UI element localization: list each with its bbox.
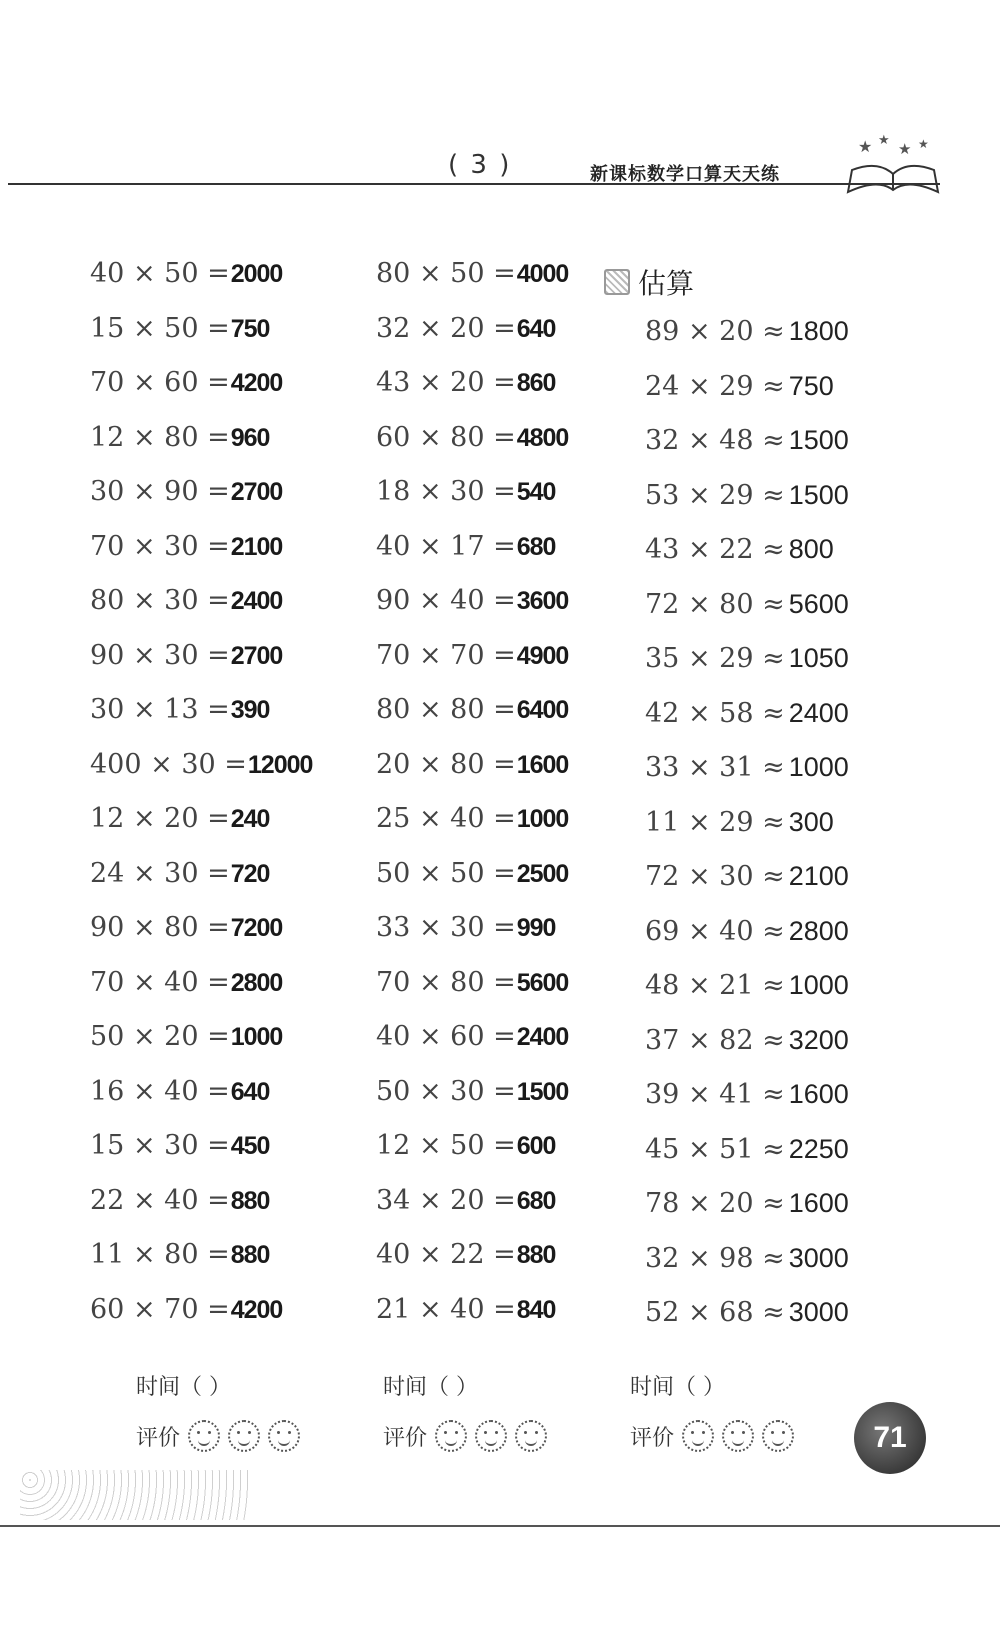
- open-book-stars-icon: [838, 130, 948, 210]
- problem-row: [90, 258, 312, 313]
- handwritten-answer[interactable]: 1500: [788, 479, 849, 510]
- problem-row: [645, 371, 849, 426]
- problem-row: [645, 1243, 849, 1298]
- handwritten-answer[interactable]: 1600: [788, 1188, 849, 1218]
- problem-expression: 25 × 40 =: [376, 803, 516, 834]
- problem-row: [90, 367, 312, 422]
- problem-expression: 22 × 40 =: [90, 1184, 230, 1216]
- problem-expression: 40 × 17 =: [376, 530, 516, 562]
- handwritten-answer[interactable]: 6400: [516, 696, 569, 724]
- problem-row: [90, 858, 312, 913]
- smiley-icon[interactable]: [682, 1420, 714, 1452]
- problem-row: [90, 1130, 312, 1185]
- problem-expression: 50 × 50 =: [376, 857, 516, 889]
- problem-row: [645, 970, 849, 1025]
- handwritten-answer[interactable]: 2700: [230, 641, 283, 670]
- handwritten-answer[interactable]: 1800: [788, 316, 849, 346]
- handwritten-answer[interactable]: 4200: [230, 1295, 283, 1324]
- problem-row: [90, 1239, 312, 1294]
- handwritten-answer[interactable]: 3200: [788, 1024, 849, 1055]
- problem-row: [376, 1021, 568, 1076]
- problem-expression: 89 × 20 ≈: [645, 316, 785, 347]
- handwritten-answer[interactable]: 2250: [788, 1133, 849, 1164]
- problem-row: [376, 367, 568, 422]
- problem-row: [90, 694, 312, 749]
- problem-row: [376, 313, 568, 368]
- problem-row: [376, 803, 568, 858]
- handwritten-answer[interactable]: 2700: [230, 478, 283, 506]
- problem-row: [645, 425, 849, 480]
- problem-expression: 32 × 98 ≈: [645, 1242, 785, 1274]
- evaluation-label: 评价: [630, 1425, 675, 1451]
- handwritten-answer[interactable]: 1000: [788, 752, 849, 782]
- handwritten-answer[interactable]: 12000: [247, 750, 313, 779]
- problem-expression: 11 × 29 ≈: [645, 806, 785, 838]
- handwritten-answer[interactable]: 1500: [788, 425, 849, 455]
- problem-row: [376, 640, 568, 695]
- handwritten-answer[interactable]: 860: [516, 369, 556, 397]
- problem-row: [90, 1021, 312, 1076]
- problem-expression: 80 × 50 =: [376, 258, 516, 289]
- handwritten-answer[interactable]: 2000: [230, 260, 283, 288]
- problem-expression: 72 × 30 ≈: [645, 861, 785, 892]
- svg-text:★: ★: [898, 140, 912, 158]
- problem-expression: 60 × 80 =: [376, 421, 516, 453]
- problem-row: [376, 1294, 568, 1349]
- problem-expression: 12 × 80 =: [90, 421, 230, 453]
- problem-expression: 400 × 30 =: [90, 748, 247, 780]
- handwritten-answer[interactable]: 5600: [788, 588, 849, 619]
- neutral-face-icon[interactable]: [475, 1420, 507, 1452]
- problem-row: [645, 643, 849, 698]
- problem-row: [645, 480, 849, 535]
- problem-expression: 70 × 40 =: [90, 966, 230, 998]
- problem-expression: 30 × 13 =: [90, 694, 230, 725]
- problem-row: [645, 1079, 849, 1134]
- sad-face-icon[interactable]: [762, 1420, 794, 1452]
- handwritten-answer[interactable]: 4000: [516, 260, 569, 288]
- time-field-2[interactable]: 时间（ ）: [383, 1375, 478, 1400]
- handwritten-answer[interactable]: 1000: [788, 970, 849, 1000]
- handwritten-answer[interactable]: 640: [516, 314, 556, 343]
- evaluation-label: 评价: [136, 1425, 181, 1451]
- problem-row: [376, 749, 568, 804]
- problem-expression: 70 × 30 =: [90, 530, 230, 562]
- problem-row: [376, 1239, 568, 1294]
- problem-row: [90, 1185, 312, 1240]
- problem-row: [376, 476, 568, 531]
- decorative-speckle: [20, 1470, 250, 1520]
- handwritten-answer[interactable]: 5600: [516, 968, 569, 997]
- problem-row: [645, 1025, 849, 1080]
- problem-row: [90, 476, 312, 531]
- header-rule: [8, 183, 940, 185]
- neutral-face-icon[interactable]: [228, 1420, 260, 1452]
- problem-row: [90, 1294, 312, 1349]
- problem-row: [645, 807, 849, 862]
- problem-row: [645, 1134, 849, 1189]
- handwritten-answer[interactable]: 1600: [788, 1079, 849, 1109]
- handwritten-answer[interactable]: 2400: [516, 1023, 569, 1051]
- sad-face-icon[interactable]: [515, 1420, 547, 1452]
- handwritten-answer[interactable]: 880: [230, 1186, 270, 1215]
- problem-expression: 40 × 60 =: [376, 1021, 516, 1052]
- problem-expression: 42 × 58 ≈: [645, 697, 785, 729]
- handwritten-answer[interactable]: 800: [788, 534, 834, 564]
- handwritten-answer[interactable]: 720: [230, 859, 270, 888]
- problem-expression: 39 × 41 ≈: [645, 1079, 785, 1110]
- problem-expression: 90 × 40 =: [376, 585, 516, 616]
- handwritten-answer[interactable]: 750: [788, 370, 834, 401]
- problem-row: [645, 316, 849, 371]
- problem-expression: 80 × 80 =: [376, 694, 516, 725]
- problem-expression: 15 × 30 =: [90, 1130, 230, 1161]
- handwritten-answer[interactable]: 2500: [516, 859, 569, 888]
- handwritten-answer[interactable]: 4200: [230, 369, 283, 397]
- handwritten-answer[interactable]: 540: [516, 478, 556, 506]
- problem-expression: 52 × 68 ≈: [645, 1297, 785, 1328]
- problem-expression: 53 × 29 ≈: [645, 479, 785, 511]
- footer-rule: [0, 1525, 1000, 1527]
- handwritten-answer[interactable]: 4800: [516, 423, 569, 452]
- handwritten-answer[interactable]: 2800: [788, 915, 849, 946]
- handwritten-answer[interactable]: 300: [788, 806, 834, 837]
- problem-row: [645, 1188, 849, 1243]
- svg-text:★: ★: [918, 137, 929, 151]
- section-marker-icon: [604, 269, 630, 295]
- handwritten-answer[interactable]: 990: [516, 914, 556, 942]
- problem-row: [645, 698, 849, 753]
- problem-row: [90, 967, 312, 1022]
- problem-row: [645, 589, 849, 644]
- problem-expression: 34 × 20 =: [376, 1184, 516, 1216]
- handwritten-answer[interactable]: 3000: [788, 1297, 849, 1327]
- problem-expression: 32 × 20 =: [376, 312, 516, 344]
- handwritten-answer[interactable]: 960: [230, 423, 270, 452]
- problem-expression: 45 × 51 ≈: [645, 1133, 785, 1165]
- problem-expression: 90 × 30 =: [90, 639, 230, 671]
- problem-expression: 33 × 30 =: [376, 912, 516, 943]
- problem-row: [376, 1130, 568, 1185]
- handwritten-answer[interactable]: 390: [230, 696, 270, 724]
- problem-expression: 70 × 70 =: [376, 639, 516, 671]
- problem-expression: 43 × 20 =: [376, 367, 516, 398]
- problem-expression: 30 × 90 =: [90, 476, 230, 507]
- problem-expression: 16 × 40 =: [90, 1075, 230, 1107]
- problem-row: [645, 534, 849, 589]
- problem-expression: 12 × 50 =: [376, 1130, 516, 1161]
- svg-text:★: ★: [878, 133, 890, 148]
- handwritten-answer[interactable]: 680: [516, 532, 556, 561]
- problem-expression: 40 × 50 =: [90, 258, 230, 289]
- smiley-icon[interactable]: [435, 1420, 467, 1452]
- handwritten-answer[interactable]: 600: [516, 1132, 556, 1160]
- handwritten-answer[interactable]: 2800: [230, 968, 283, 997]
- problem-expression: 37 × 82 ≈: [645, 1024, 785, 1056]
- problem-expression: 21 × 40 =: [376, 1293, 516, 1325]
- problem-row: [376, 531, 568, 586]
- problem-expression: 50 × 30 =: [376, 1075, 516, 1107]
- problem-row: [376, 967, 568, 1022]
- handwritten-answer[interactable]: 2100: [788, 861, 849, 891]
- problem-expression: 60 × 70 =: [90, 1293, 230, 1325]
- handwritten-answer[interactable]: 640: [230, 1077, 270, 1106]
- problem-row: [90, 749, 312, 804]
- problem-expression: 35 × 29 ≈: [645, 643, 785, 674]
- neutral-face-icon[interactable]: [722, 1420, 754, 1452]
- handwritten-answer[interactable]: 1000: [230, 1023, 283, 1051]
- estimate-section-title: [604, 262, 694, 302]
- handwritten-answer[interactable]: 840: [516, 1295, 556, 1324]
- problem-row: [376, 258, 568, 313]
- problem-row: [645, 1297, 849, 1352]
- handwritten-answer[interactable]: 2400: [788, 697, 849, 728]
- handwritten-answer[interactable]: 880: [230, 1241, 270, 1269]
- book-title: 新课标数学口算天天练: [590, 164, 780, 185]
- smiley-icon[interactable]: [188, 1420, 220, 1452]
- handwritten-answer[interactable]: 3000: [788, 1242, 849, 1273]
- problem-row: [376, 422, 568, 477]
- problem-row: [90, 585, 312, 640]
- problem-expression: 11 × 80 =: [90, 1239, 230, 1270]
- problem-expression: 18 × 30 =: [376, 476, 516, 507]
- problem-row: [645, 752, 849, 807]
- evaluation-label: 评价: [383, 1425, 428, 1451]
- time-field-1[interactable]: 时间（ ）: [136, 1375, 231, 1400]
- handwritten-answer[interactable]: 1000: [516, 805, 569, 833]
- estimate-title-text: 估算: [638, 267, 695, 300]
- sad-face-icon[interactable]: [268, 1420, 300, 1452]
- evaluation-row-2: [383, 1420, 547, 1452]
- problem-row: [376, 1185, 568, 1240]
- estimate-column: [645, 316, 849, 1352]
- problem-expression: 40 × 22 =: [376, 1239, 516, 1270]
- problem-expression: 90 × 80 =: [90, 912, 230, 943]
- problem-expression: 72 × 80 ≈: [645, 588, 785, 620]
- handwritten-answer[interactable]: 1600: [516, 750, 569, 779]
- handwritten-answer[interactable]: 450: [230, 1132, 270, 1160]
- evaluation-row-1: [136, 1420, 300, 1452]
- problem-expression: 32 × 48 ≈: [645, 425, 785, 456]
- problem-row: [376, 1076, 568, 1131]
- handwritten-answer[interactable]: 1500: [516, 1077, 569, 1106]
- problem-expression: 69 × 40 ≈: [645, 915, 785, 947]
- problem-row: [90, 531, 312, 586]
- handwritten-answer[interactable]: 880: [516, 1241, 556, 1269]
- problem-expression: 50 × 20 =: [90, 1021, 230, 1052]
- problem-expression: 12 × 20 =: [90, 803, 230, 834]
- handwritten-answer[interactable]: 240: [230, 805, 270, 833]
- problem-expression: 24 × 29 ≈: [645, 370, 785, 402]
- problem-expression: 80 × 30 =: [90, 585, 230, 616]
- handwritten-answer[interactable]: 2400: [230, 587, 283, 615]
- handwritten-answer[interactable]: 4900: [516, 641, 569, 670]
- problem-expression: 33 × 31 ≈: [645, 752, 785, 783]
- problem-row: [645, 861, 849, 916]
- section-number: ( 3 ): [448, 150, 512, 180]
- problem-row: [376, 694, 568, 749]
- handwritten-answer[interactable]: 1050: [788, 643, 849, 673]
- problem-row: [645, 916, 849, 971]
- problem-expression: 78 × 20 ≈: [645, 1188, 785, 1219]
- problem-row: [90, 803, 312, 858]
- time-field-3[interactable]: 时间（ ）: [630, 1375, 725, 1400]
- handwritten-answer[interactable]: 680: [516, 1186, 556, 1215]
- problem-row: [376, 858, 568, 913]
- evaluation-row-3: [630, 1420, 794, 1452]
- problem-expression: 70 × 60 =: [90, 367, 230, 398]
- problem-expression: 70 × 80 =: [376, 966, 516, 998]
- calc-column-2: [376, 258, 568, 1348]
- problem-row: [376, 585, 568, 640]
- problem-expression: 48 × 21 ≈: [645, 970, 785, 1001]
- handwritten-answer[interactable]: 7200: [230, 914, 283, 942]
- page-number-badge: 71: [854, 1402, 926, 1474]
- handwritten-answer[interactable]: 2100: [230, 532, 283, 561]
- handwritten-answer[interactable]: 3600: [516, 587, 569, 615]
- problem-row: [90, 1076, 312, 1131]
- problem-row: [90, 422, 312, 477]
- problem-row: [90, 313, 312, 368]
- problem-row: [376, 912, 568, 967]
- problem-row: [90, 912, 312, 967]
- calc-column-1: [90, 258, 312, 1348]
- svg-text:★: ★: [858, 137, 873, 156]
- problem-expression: 43 × 22 ≈: [645, 534, 785, 565]
- problem-expression: 24 × 30 =: [90, 857, 230, 889]
- problem-expression: 15 × 50 =: [90, 312, 230, 344]
- handwritten-answer[interactable]: 750: [230, 314, 270, 343]
- problem-expression: 20 × 80 =: [376, 748, 516, 780]
- problem-row: [90, 640, 312, 695]
